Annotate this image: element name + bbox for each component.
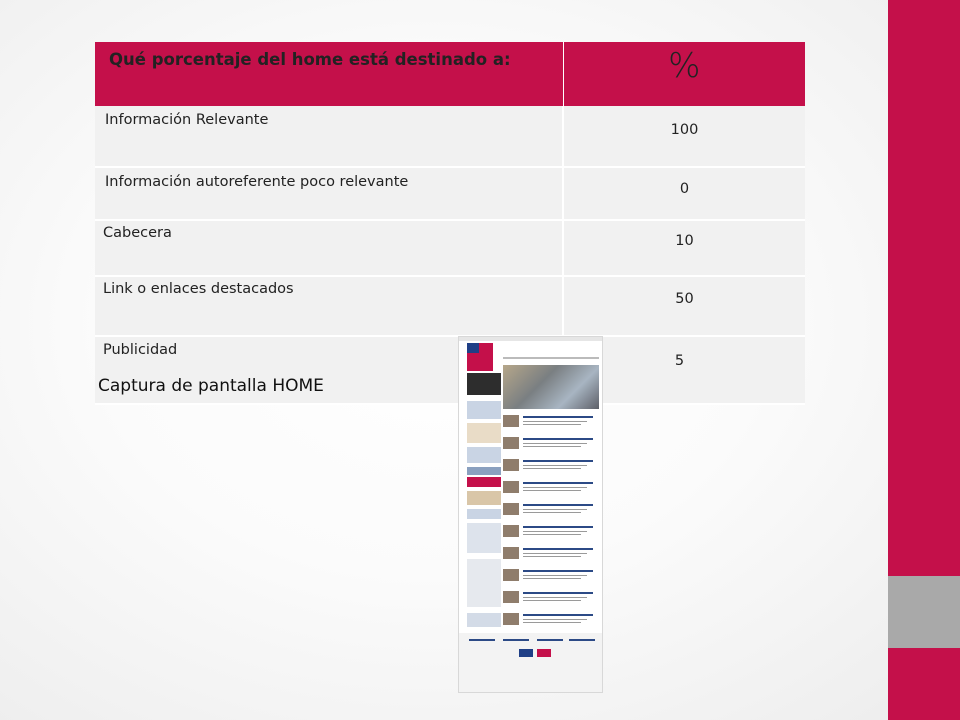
thumb-dark-banner [467,373,501,395]
table-row [95,276,805,336]
row-value: 10 [563,220,805,276]
row-label: Link o enlaces destacados [95,276,563,336]
thumb-news-item [503,479,599,501]
thumb-red-banner [467,477,501,487]
thumb-footer-column [569,639,595,641]
thumb-side-block [467,613,501,627]
thumb-footer-badge [519,649,533,657]
thumb-side-block [467,423,501,443]
thumb-news-item [503,435,599,457]
row-label: Publicidad [95,336,563,404]
thumb-news-item [503,611,599,633]
side-accent-bar-top [888,0,960,576]
table-row [95,106,805,167]
header-question: Qué porcentaje del home está destinado a: [95,42,563,106]
thumb-footer-column [503,639,529,641]
thumb-news-item [503,501,599,523]
thumb-news-item [503,457,599,479]
row-label: Información Relevante [95,106,563,167]
home-screenshot-thumbnail [458,336,603,693]
thumb-side-block [467,509,501,519]
thumb-browser-strip [459,337,602,341]
thumb-side-block [467,401,501,419]
thumb-news-item [503,589,599,611]
row-value: 50 [563,276,805,336]
table-header-row [95,42,805,106]
thumb-side-block [467,491,501,505]
thumb-side-block [467,523,501,553]
header-unit: % [563,42,805,106]
thumb-news-item [503,545,599,567]
thumb-footer [459,633,602,692]
side-accent-bar-middle [888,576,960,648]
thumb-logo-accent [467,343,479,353]
thumb-side-block [467,467,501,475]
thumb-news-item [503,413,599,435]
row-value: 100 [563,106,805,167]
table-row [95,167,805,220]
thumb-side-block [467,559,501,607]
side-accent-bar-bottom [888,648,960,720]
row-label: Información autoreferente poco relevante [95,167,563,220]
thumb-footer-badge [537,649,551,657]
thumb-footer-column [537,639,563,641]
row-label: Cabecera [95,220,563,276]
percentage-table [95,42,805,405]
thumb-nav [503,357,599,359]
table-row [95,220,805,276]
thumb-hero-image [503,365,599,409]
row-value: 5 [563,336,805,404]
thumb-footer-column [469,639,495,641]
thumb-news-item [503,523,599,545]
row-value: 0 [563,167,805,220]
thumb-side-block [467,447,501,463]
screenshot-caption: Captura de pantalla HOME [98,376,324,396]
thumb-news-item [503,567,599,589]
